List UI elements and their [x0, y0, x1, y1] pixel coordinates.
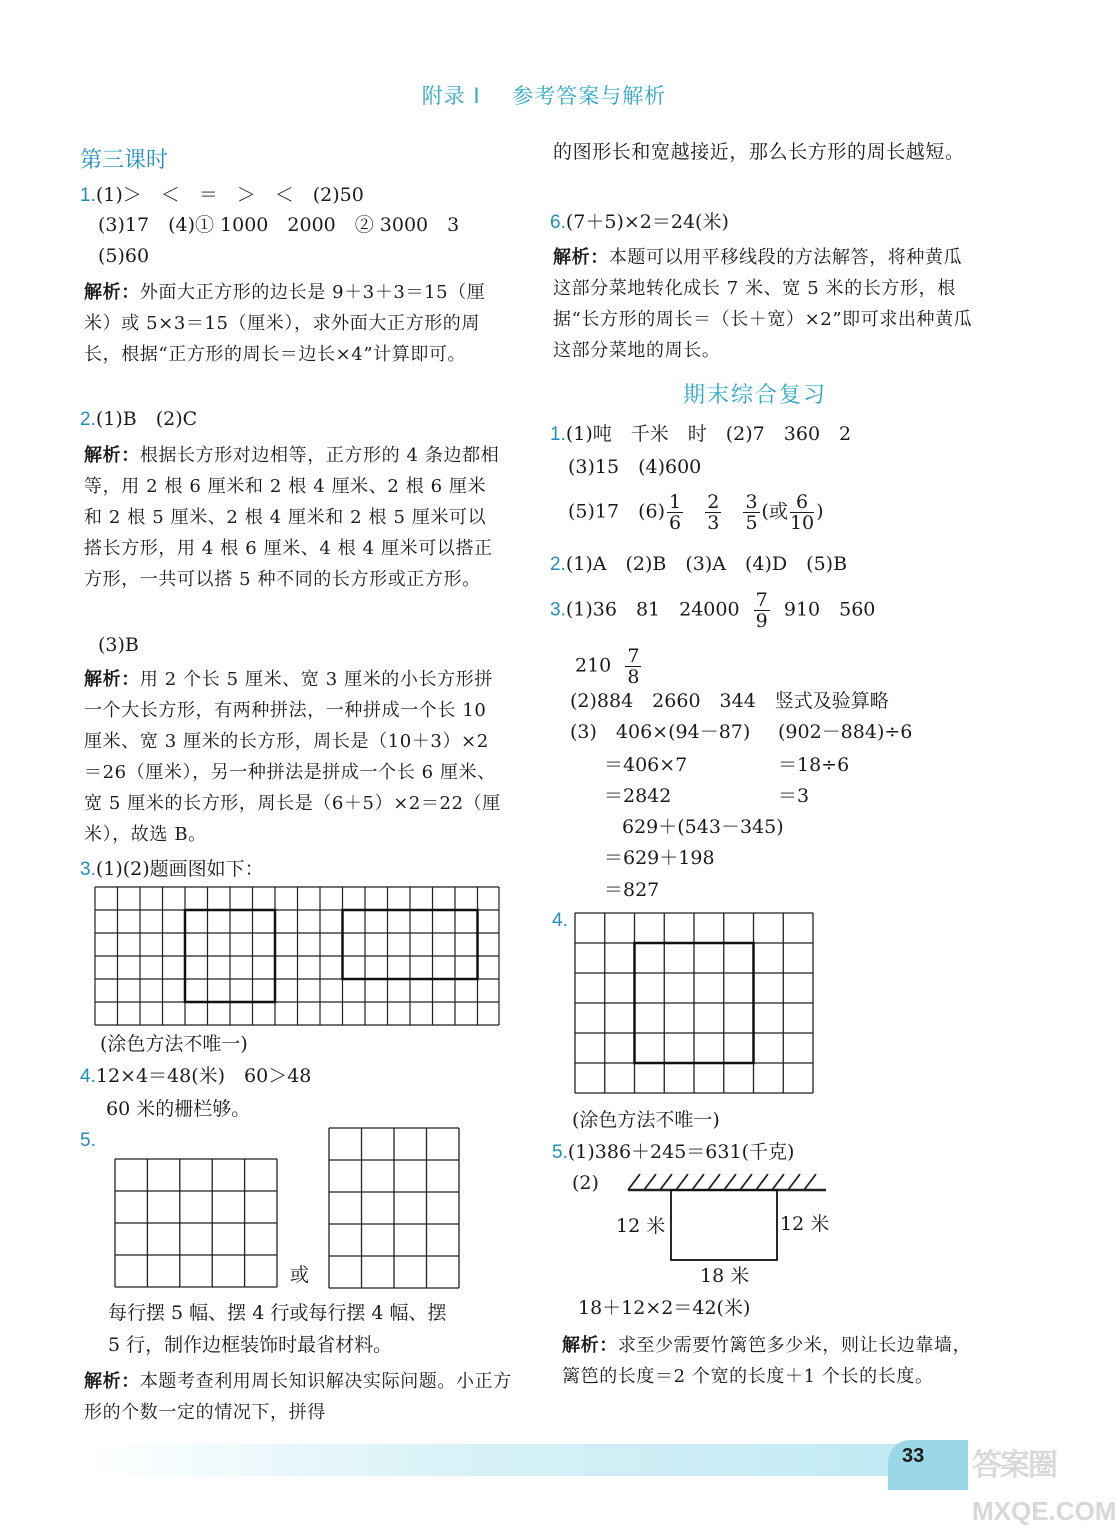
- q6-text: (7＋5)×2＝24(米): [565, 211, 729, 233]
- explanation-text: 用 2 个长 5 厘米、宽 3 厘米的小长方形拼一个大长方形，有两种拼法，一种拼成一个长 10 厘米、宽 3 厘米的长方形，周长是（10＋3）×2＝26（厘米），另一种拼法是拼成一个长 6 厘米、宽 5 厘米的长方形，周长是（6＋5）×2＝22（厘米），故选 B。: [84, 669, 501, 845]
- q1-line2: (3)17 (4)① 1000 2000 ② 3000 3: [98, 214, 460, 236]
- r3-line1: [550, 590, 875, 631]
- r2-line1: [550, 549, 847, 580]
- q2-line1: [80, 404, 197, 435]
- r3-line4b: (902－884)÷6: [778, 721, 913, 743]
- explanation-text: 本题考查利用周长知识解决实际问题。小正方形的个数一定的情况下，拼得: [84, 1371, 512, 1423]
- fraction-3-5: $\frac{3}{5}$: [745, 491, 758, 534]
- explanation-5: [84, 1366, 514, 1428]
- r4-grid-drawing: [574, 912, 814, 1094]
- explanation-text: 本题可以用平移线段的方法解答，将种黄瓜这部分菜地转化成长 7 米、宽 5 米的长方形，根据“长方形的周长＝（长＋宽）×2”即可求出种黄瓜这部分菜地的周长。: [553, 247, 973, 361]
- r1-text3: (5)17 (6): [568, 500, 666, 523]
- r3-line5b: ＝18÷6: [778, 754, 850, 776]
- page-number: 33: [902, 1445, 925, 1467]
- r3-text1b: 910 560: [783, 598, 876, 621]
- q3-line1: [80, 854, 264, 885]
- explanation-label: 解析：: [84, 282, 140, 303]
- garden-rectangle: [671, 1190, 777, 1260]
- r5-line1: [552, 1137, 794, 1168]
- explanation-6: [553, 242, 978, 366]
- continued-text: 的图形长和宽越接近，那么长方形的周长越短。: [553, 141, 965, 163]
- r5-calc: 18＋12×2＝42(米): [578, 1297, 751, 1319]
- explanation-text: 外面大正方形的边长是 9＋3＋3＝15（厘米）或 5×3＝15（厘米），求外面大正方形的周长，根据“正方形的周长＝边长×4”计算即可。: [84, 282, 486, 365]
- q6-number: 6.: [550, 212, 566, 233]
- header-title: 参考答案与解析: [512, 84, 667, 108]
- r1-line1: [550, 419, 851, 450]
- or-label: 或: [290, 1264, 310, 1286]
- q4-line2: 60 米的栅栏够。: [106, 1098, 251, 1120]
- q1-line1: [80, 180, 364, 211]
- q5-line1: 每行摆 5 幅、摆 4 行或每行摆 4 幅、摆: [108, 1302, 447, 1324]
- r1-line3: [568, 492, 824, 533]
- explanation-7: [562, 1330, 977, 1392]
- r3-line6a: ＝2842: [604, 785, 672, 807]
- fraction-6-10: $\frac{6}{10}$: [789, 491, 815, 534]
- explanation-3: [84, 664, 504, 850]
- explanation-1: [84, 277, 504, 370]
- q2-number: 2.: [80, 409, 96, 430]
- page-number-tab: [888, 1440, 968, 1490]
- r4-number: [552, 905, 568, 936]
- q5-number: [80, 1125, 96, 1156]
- side-left-label: 12 米: [616, 1215, 666, 1237]
- q1-text1: (1)＞ ＜ ＝ ＞ ＜ (2)50: [95, 184, 364, 206]
- explanation-label: 解析：: [84, 669, 140, 690]
- section-title-final-review: 期末综合复习: [682, 383, 827, 408]
- q1-number: 1.: [80, 185, 96, 206]
- q1-line3: (5)60: [98, 245, 150, 267]
- r5-line2: (2): [572, 1172, 599, 1194]
- q3-grid-drawing: [94, 886, 500, 1026]
- fraction-1-6: $\frac{1}{6}$: [669, 491, 682, 534]
- r3-line6b: ＝3: [778, 785, 810, 807]
- q5-grid-4x5: [328, 1127, 460, 1289]
- q4-number: 4.: [80, 1066, 96, 1087]
- r1-line2: (3)15 (4)600: [568, 456, 702, 478]
- r3-line5a: ＝406×7: [604, 754, 688, 776]
- r3-line4a: (3) 406×(94－87): [570, 721, 751, 743]
- r1-number: 1.: [550, 424, 566, 445]
- appendix-label: 附录 I: [421, 84, 481, 108]
- fraction-7-9: $\frac{7}{9}$: [755, 589, 768, 632]
- q4-line1: [80, 1061, 311, 1092]
- r4-number-text: 4.: [552, 910, 568, 931]
- q3-number: 3.: [80, 859, 96, 880]
- q4-text: 12×4＝48(米) 60＞48: [95, 1065, 312, 1087]
- q2-text: (1)B (2)C: [95, 408, 198, 430]
- q3-note: (涂色方法不唯一): [100, 1033, 248, 1055]
- explanation-label: 解析：: [562, 1335, 618, 1356]
- fraction-2-3: $\frac{2}{3}$: [707, 491, 720, 534]
- close-paren: ): [816, 500, 824, 523]
- explanation-text: 求至少需要竹篱笆多少米，则让长边靠墙，篱笆的长度＝2 个宽的长度＋1 个长的长度。: [562, 1335, 972, 1387]
- footer-band: [90, 1444, 950, 1476]
- bottom-label: 18 米: [700, 1265, 750, 1287]
- q5-line2: 5 行，制作边框装饰时最省材料。: [108, 1334, 393, 1356]
- r3-line8: ＝629＋198: [604, 847, 715, 869]
- explanation-label: 解析：: [553, 247, 609, 268]
- or-open: (或: [761, 500, 788, 523]
- r3-line3: (2)884 2660 344 竖式及验算略: [570, 690, 889, 712]
- explanation-2: [84, 440, 504, 595]
- r4-note: (涂色方法不唯一): [572, 1109, 720, 1131]
- explanation-label: 解析：: [84, 1371, 140, 1392]
- explanation-label: 解析：: [84, 445, 140, 466]
- r3-text2: 210: [575, 654, 612, 677]
- explanation-text: 根据长方形对边相等，正方形的 4 条边都相等，用 2 根 6 厘米和 2 根 4 厘米、2 根 6 厘米和 2 根 5 厘米、2 根 4 厘米和 2 根 5 厘米可以搭长方形，用 4 根 6 厘米、4 根 4 厘米可以搭正方形，一共可以搭 5 种不同的长方形或正方形。: [84, 445, 500, 590]
- section-title-lesson3: 第三课时: [80, 148, 169, 173]
- r2-number: 2.: [550, 554, 566, 575]
- fraction-7-8: $\frac{7}{8}$: [627, 645, 640, 688]
- r3-number: 3.: [550, 599, 566, 621]
- q2-line3: (3)B: [98, 634, 139, 656]
- r2-text: (1)A (2)B (3)A (4)D (5)B: [565, 553, 848, 575]
- r5-number: 5.: [552, 1142, 568, 1163]
- q6-line1: [550, 207, 729, 238]
- r3-line2: [575, 646, 643, 687]
- watermark-logo: 答案圈: [972, 1448, 1056, 1483]
- q5-number-text: 5.: [80, 1130, 96, 1151]
- r3-line7: 629＋(543－345): [622, 816, 784, 838]
- r1-text1: (1)吨 千米 时 (2)7 360 2: [565, 423, 852, 445]
- side-right-label: 12 米: [780, 1213, 830, 1235]
- watermark-url: MXQE.COM: [972, 1496, 1116, 1526]
- q5-grid-5x4: [114, 1158, 278, 1288]
- r3-text1: (1)36 81 24000: [565, 598, 740, 621]
- r5-text1: (1)386＋245＝631(千克): [567, 1141, 795, 1163]
- q3-text: (1)(2)题画图如下：: [95, 858, 264, 880]
- page-header: [0, 80, 1088, 110]
- r3-line9: ＝827: [604, 879, 660, 901]
